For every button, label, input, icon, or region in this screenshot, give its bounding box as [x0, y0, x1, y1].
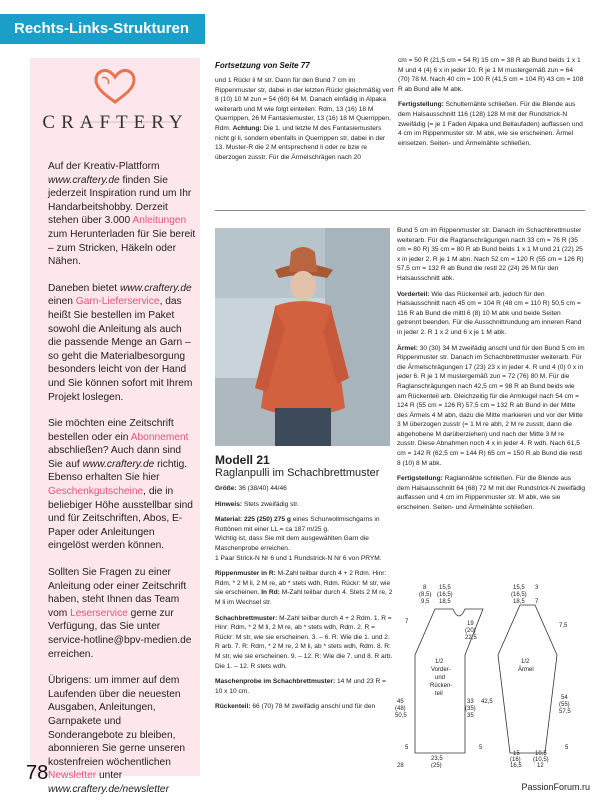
watermark: PassionForum.ru	[521, 782, 590, 792]
svg-text:33: 33	[467, 699, 474, 705]
svg-text:(35): (35)	[465, 706, 476, 712]
svg-text:5: 5	[479, 745, 483, 751]
svg-text:42,5: 42,5	[481, 699, 493, 705]
model-title: Modell 21	[215, 453, 270, 467]
svg-text:5: 5	[565, 745, 569, 751]
svg-text:7,5: 7,5	[559, 623, 568, 629]
svg-text:Rücken-: Rücken-	[430, 683, 453, 689]
section-title: Rechts-Links-Strukturen	[14, 20, 190, 37]
svg-text:28: 28	[397, 763, 404, 768]
top-column-right: cm = 50 R (21,5 cm = 54 R) 15 cm = 38 R ab Bund beids 1 x 1 M und 4 (4) 6 x in jeder 10. R je 1 M mustergemäß zun = 64 (70) 78 M. Nach 40 cm = 100 R (41,5 cm = 104 R) 43 cm = 108 R ab Bund alle M abk. Fertigstellung: Schulternähte schließen. Für die Blende aus dem Halsausschnitt 116 (128) 128 M mit der Rundstrick-N zweifädig (= je 1 Faden Alpaka und Bellaufaden) auffassen und 4 cm im Rippenmuster str. M abk, wie sie erscheinen. Ärmel einsetzen. Seiten- und Ärmelnähte schließen.	[398, 57, 584, 147]
svg-text:1/2: 1/2	[435, 659, 444, 665]
svg-text:3: 3	[535, 585, 539, 591]
craftery-link[interactable]: www.craftery.de	[48, 174, 120, 186]
sidebar-paragraph: Sie möchten eine Zeitschrift bestellen oder ein Abonnement abschließen? Auch dann sind Sie auf www.craftery.de richtig. Ebenso erhalten Sie hier Geschenkgutscheine, die in beliebiger Höhe ausstellbar sind und für Zeitschriften, Abos, E-Paper oder Anleitungen eingelöst werden können.	[48, 418, 193, 552]
top-column-left: und 1 Rückr li M str. Dann für den Bund 7 cm im Rippenmuster str, dabei in der letzten Rückr gleichmäßig vert 8 (10) 10 M zun = 54 (60) 64 M. Danach einfädig in Alpaka weiterarb und M wie folgt einteilen: Rdm, 13 (16) 18 M Querrippen, 26 M Fantasiemuster, 13 (16) 18 M Querrippen, Rdm. Achtung: Die 1. und letzte M des Fantasiemusters nicht gl li, sondern ebenfalls in Querrippen str, dabei in der 13. Muster-R die 2 M entsprechend li oder re bzw re überzogen zusstr. Für die Ärmelschrägen nach 20	[215, 77, 394, 161]
svg-text:und: und	[435, 675, 446, 681]
svg-text:7: 7	[535, 599, 539, 605]
garn-lieferservice-link[interactable]: Garn-Lieferservice	[75, 296, 160, 308]
svg-text:(16,5): (16,5)	[511, 592, 527, 598]
svg-text:23,5: 23,5	[431, 756, 443, 762]
craftery-link[interactable]: www.craftery.de	[119, 282, 192, 294]
svg-text:35: 35	[467, 713, 474, 719]
svg-text:15,5: 15,5	[439, 585, 451, 591]
svg-text:19: 19	[467, 621, 474, 627]
sidebar-paragraph: Auf der Kreativ-Plattform www.craftery.de finden Sie jederzeit Inspiration rund um Ihr Handarbeitshobby. Derzeit stehen über 3.000 Anleitungen zum Herunterladen für Sie bereit – zum Stricken, Häkeln oder Nähen.	[48, 161, 196, 268]
abonnement-link[interactable]: Abonnement	[130, 431, 189, 443]
craftery-logo	[30, 58, 200, 148]
page-number: 78	[26, 762, 49, 784]
pattern-schematic	[395, 583, 585, 768]
sidebar-paragraph: Sollten Sie Fragen zu einer Anleitung oder einer Zeitschrift haben, steht Ihnen das Team vom Leserservice gerne zur Verfügung, das Sie unter service-hotline@bpv-medien.de erreichen.	[48, 567, 192, 660]
svg-text:16,5: 16,5	[510, 763, 522, 768]
svg-text:12: 12	[537, 763, 544, 768]
svg-text:Vorder-: Vorder-	[431, 667, 451, 673]
svg-text:(16): (16)	[510, 757, 521, 763]
geschenkgutscheine-link[interactable]: Geschenkgutscheine	[48, 486, 144, 498]
svg-text:45: 45	[397, 699, 404, 705]
divider	[215, 210, 585, 211]
svg-text:7: 7	[405, 619, 409, 625]
svg-text:(48): (48)	[395, 706, 406, 712]
craftery-wordmark: CRAFTERY	[42, 112, 189, 133]
newsletter-link[interactable]: Newsletter	[48, 770, 97, 782]
leserservice-link[interactable]: Leserservice	[70, 607, 128, 619]
svg-text:(16,5): (16,5)	[437, 592, 453, 598]
svg-text:57,5: 57,5	[559, 709, 571, 715]
svg-text:50,5: 50,5	[395, 713, 407, 719]
model-instructions: Größe: 36 (38/40) 44/46 Hinweis: Stets zweifädig str. Material: 225 (250) 275 g eines Schurwollmischgarns in Rottönen mit einer LL = ca 187 m/25 g. Wichtig ist, dass Sie mit dem ausgewählten Garn die Maschenprobe erreichen. 1 Paar Strick-N Nr 6 und 1 Rundstrick-N Nr 6 von PRYM. Rippenmuster in R: M-Zahl teilbar durch 4 + 2 Rdm. Hinr: Rdm, * 2 M li, 2 M re, ab * stets wdh, Rdm. Rückr: M str, wie sie erscheinen. In Rd: M-Zahl teilbar durch 4. Stets 2 M re, 2 M li im Wechsel str. Schachbrettmuster: M-Zahl teilbar durch 4 + 2 Rdm. 1. R = Hinr: Rdm, * 2 M li, 2 M re, ab * stets wdh, Rdm. 2. R = Rückr: M str, wie sie erscheinen. 3. – 6. R: Wie die 1. und 2. R arb. 7. R: Rdm, * 2 M re, 2 M li, ab * stets wdh, Rdm. 8. R: M str, wie sie erscheinen. 9. – 12. R: Wie die 7. und 8. R arb. Die 1. – 12. R stets wdh. Maschenprobe im Schachbrettmuster: 14 M und 23 R = 10 x 10 cm. Rückenteil: 66 (70) 78 M zweifädig anschl und für den	[215, 485, 393, 711]
model-subtitle: Raglanpulli im Schachbrettmuster	[215, 467, 380, 479]
svg-text:(55): (55)	[559, 702, 570, 708]
svg-text:(20): (20)	[465, 628, 476, 634]
svg-text:54: 54	[561, 695, 568, 701]
sidebar-paragraph: Übrigens: um immer auf dem Laufenden über die neuesten Ausgaben, Anleitungen, Garnpakete und Sonderangebote zu bleiben, abonnieren Sie gerne unseren kostenfreien wöchentlichen Newsletter unter www.craftery.de/newsletter	[48, 675, 186, 795]
sidebar-paragraph: Daneben bietet www.craftery.de einen Garn-Lieferservice, das heißt Sie bestellen im Paket sowohl die Anleitung als auch die passende Menge an Garn – so geht die Materialbesorgung besonders leicht von der Hand und Sie können sofort mit Ihrem Projekt loslegen.	[48, 282, 193, 403]
svg-text:(10,5): (10,5)	[533, 757, 549, 763]
svg-text:22,5: 22,5	[465, 635, 477, 641]
heart-icon	[96, 70, 134, 102]
sidebar-text	[48, 160, 198, 810]
svg-text:(25): (25)	[431, 763, 442, 768]
craftery-link[interactable]: www.craftery.de	[82, 458, 155, 470]
svg-text:9,5: 9,5	[421, 599, 430, 605]
newsletter-url[interactable]: www.craftery.de/newsletter	[48, 783, 169, 795]
model-photo	[215, 228, 390, 446]
sleeve-piece	[498, 605, 557, 753]
continued-heading: Fortsetzung von Seite 77	[215, 61, 310, 70]
svg-text:10,5: 10,5	[535, 751, 547, 757]
svg-text:15,5: 15,5	[513, 585, 525, 591]
svg-text:1/2: 1/2	[521, 659, 530, 665]
svg-text:(8,5): (8,5)	[419, 592, 432, 598]
svg-text:Ärmel: Ärmel	[518, 667, 534, 673]
svg-text:18,5: 18,5	[439, 599, 451, 605]
section-header	[0, 14, 205, 44]
svg-text:15: 15	[513, 751, 520, 757]
anleitungen-link[interactable]: Anleitungen	[132, 215, 187, 227]
right-instructions: Bund 5 cm im Rippenmuster str. Danach im Schachbrettmuster weiterarb. Für die Raglanschrägungen nach 33 cm = 76 R (35 cm = 80 R) 35 cm = 80 R ab Bund beids 1 x 1 M und 21 (22) 25 x in jeder 2. R je 1 M abn. Nach 52 cm = 120 R (55 cm = 126 R) 57,5 cm = 132 R ab Bund die restl 22 (24) 26 M für den Halsausschnitt abk. Vorderteil: Wie das Rückenteil arb, jedoch für den Halsausschnitt nach 45 cm = 104 R (48 cm = 110 R) 50,5 cm = 116 R ab Bund die mittl 6 (8) 10 M abk und beide Seiten getrennt beenden. Für die Ausschnittrundung am inneren Rand in jeder 2. R 1 x 2 und 6 x je 1 M abk. Ärmel: 30 (30) 34 M zweifädig anschl und für den Bund 5 cm im Rippenmuster str. Danach im Schachbrettmuster weiterarb. Für die Ärmelschrägungen 17 (23) 23 x in jeder 4. R und 4 (0) 0 x in jeder 6. R je 1 M mustergemäß zun = 72 (76) 80 M. Für die Raglanschrägungen nach 42,5 cm = 98 R ab Bund beids wie am Rückenteil arb. Gleichzeitig für die Armkugel nach 54 cm = 124 R (55 cm = 126 R) 57,5 cm = 132 R ab Bund in der Mitte des Ärmels 4 M abn, dazu die Mitte markieren und vor der Mitte 3 M überzogen zusstr (= 1 M re abh, 2 M re zusstr, dann die abgehobene M darüberziehen) und nach der Mitte 3 M re zusstr. Diese Abnahmen noch 4 x in jeder 4. R wdh. Nach 61,5 cm = 142 R (62,5 cm = 144 R) 65 cm = 150 R ab Bund die restl 8 (10) 8 M abk. Fertigstellung: Raglannähte schließen. Für die Blende aus dem Halsausschnitt 64 (68) 72 M mit der Rundstrick-N zweifädig auffassen und 4 cm im Rippenmuster str. M abk, wie sie erscheinen. Seiten- und Ärmelnähte schließen.	[397, 227, 585, 512]
svg-text:teil: teil	[435, 691, 443, 697]
svg-text:18,5: 18,5	[513, 599, 525, 605]
svg-text:8: 8	[423, 585, 427, 591]
svg-text:5: 5	[405, 745, 409, 751]
